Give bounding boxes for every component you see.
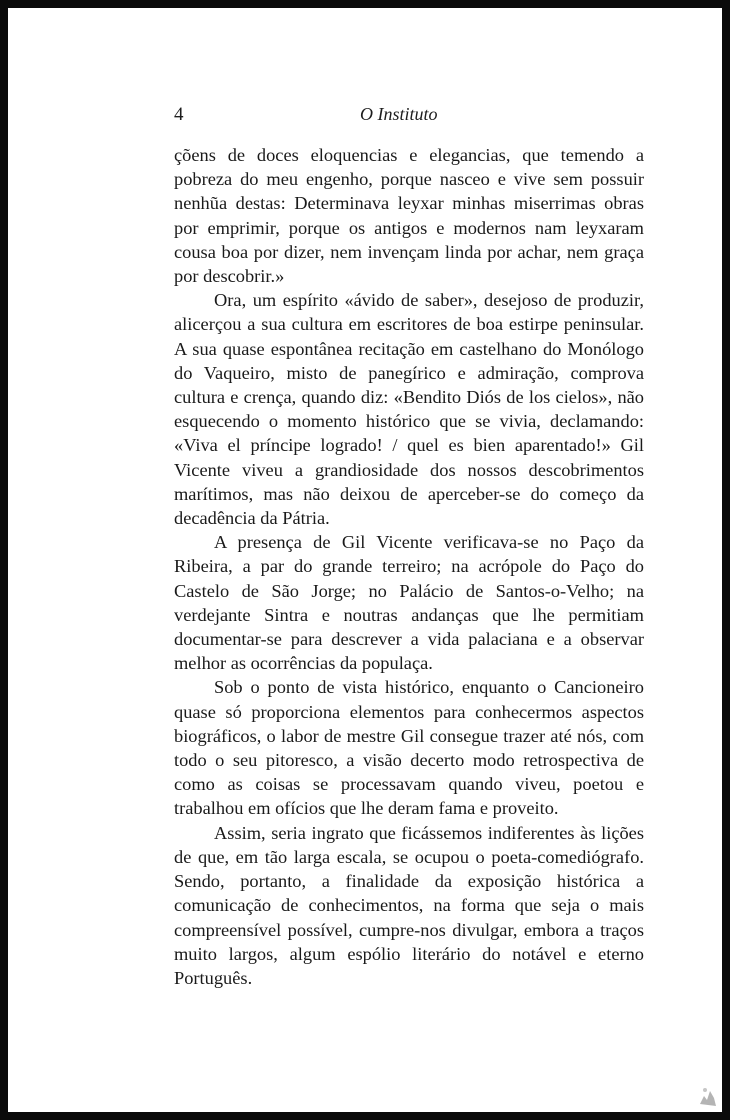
book-page	[8, 8, 722, 1112]
page-header	[174, 104, 644, 130]
paragraph: A presença de Gil Vicente verificava-se no Paço da Ribeira, a par do grande terreiro; na acrópole do Paço do Castelo de São Jorge; no Palácio de Santos-o-Velho; na verdejante Sintra e noutras andanças que lhe permitiam documentar-se para descrever a vida palaciana e a observar melhor as ocorrências da populaça.	[174, 532, 644, 674]
paragraph: çõens de doces eloquencias e elegancias, que temendo a pobreza do meu engenho, porque nasceo e vive sem possuir nenhũa destas: Determinava leyxar minhas miserrimas obras por emprimir, porque os antigos e modernos nam leyxaram cousa boa por dizer, nem invençam linda por achar, nem graça por descobrir.»	[174, 145, 644, 287]
page-number: 4	[174, 104, 184, 125]
paragraph: Ora, um espírito «ávido de saber», desejoso de produzir, alicerçou a sua cultura em escritores de boa estirpe peninsular. A sua quase espontânea recitação em castelhano do Monólogo do Vaqueiro, misto de panegírico e admiração, comprova cultura e crença, quando diz: «Bendito Diós de los cielos», não esquecendo o momento histórico que se vivia, declamando: «Viva el príncipe logrado! / quel es bien aparentado!» Gil Vicente viveu a grandiosidade dos nossos descobrimentos marítimos, mas não deixou de aperceber-se do começo da decadência da Pátria.	[174, 290, 644, 529]
scan-smudge-mark	[696, 1082, 718, 1108]
running-title: O Instituto	[360, 104, 438, 124]
paragraph: Sob o ponto de vista histórico, enquanto o Cancioneiro quase só proporciona elementos para conhecermos aspectos biográficos, o labor de mestre Gil consegue trazer até nós, com todo o seu pitoresco, a visão decerto modo retrospectiva de como as coisas se processavam quando viveu, poetou e trabalhou em ofícios que lhe deram fama e proveito.	[174, 677, 644, 819]
paragraph: Assim, seria ingrato que ficássemos indiferentes às lições de que, em tão larga escala, se ocupou o poeta-comediógrafo. Sendo, portanto, a finalidade da exposição histórica a comunicação de conhecimentos, na forma que seja o mais compreensível possível, cumpre-nos divulgar, embora a traços muito largos, algum espólio literário do notável e eterno Português.	[174, 822, 644, 988]
body-text	[174, 143, 644, 990]
